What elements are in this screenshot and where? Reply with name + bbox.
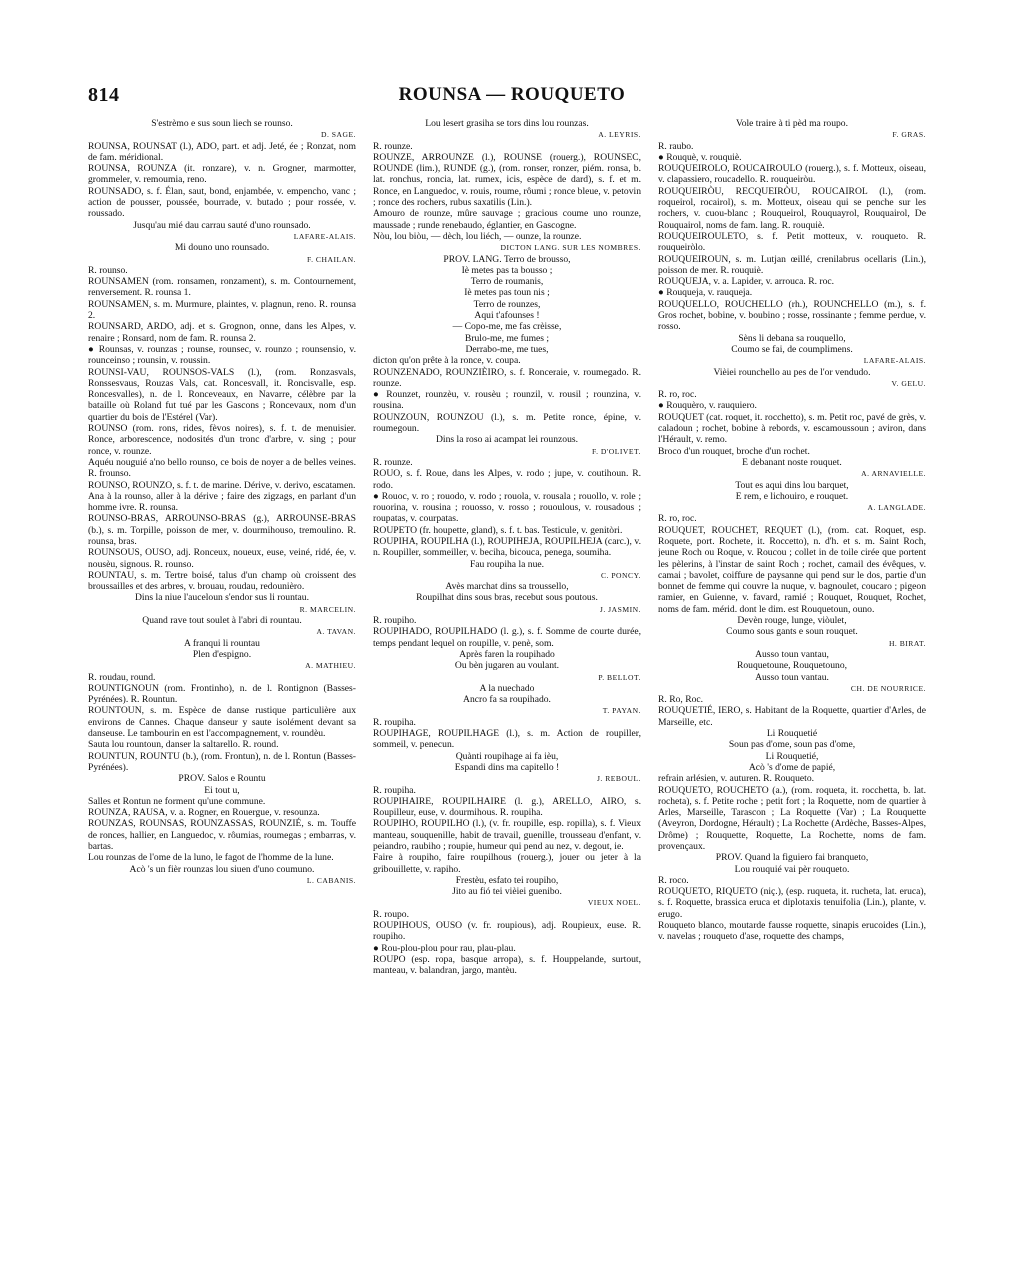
dictionary-entry: ROUNSAMEN, s. m. Murmure, plaintes, v. plagnun, reno. R. rounsa 2. — [88, 298, 356, 322]
dictionary-entry: ROUQUETO, RIQUETO (niç.), (esp. ruqueta, it. rucheta, lat. eruca), s. f. Roquette, brassica eruca et diplotaxis tenuifolia (Lin.), plante, v. erugo. — [658, 886, 926, 920]
dictionary-entry: Amouro de rounze, mûre sauvage ; gracious coume uno rounze, maussade ; runde renebaudo, églantier, en Gascogne. — [373, 208, 641, 231]
dictionary-entry: Nòu, lou biòu, — dèch, lou liéch, — ounze, la rounze. — [373, 230, 582, 242]
citation-author: T. PAYAN. — [602, 706, 641, 716]
dictionary-entry: Ana à la rounso, aller à la dérive ; faire des zigzags, en parlant d'un homme ivre. R. rounsa. — [88, 490, 356, 514]
verse-line: Après faren la roupihado — [459, 648, 555, 660]
verse-line: Coumo se fai, de coumplimens. — [731, 343, 853, 355]
dictionary-entry: ● Rouquèro, v. rauquiero. — [658, 400, 757, 412]
citation-author: L. CABANIS. — [306, 875, 356, 885]
citation-author: D. SAGE. — [320, 130, 356, 140]
dictionary-entry: ROUPIHA, ROUPILHA (l.), ROUPIHEJA, ROUPILHEJA (carc.), v. n. Roupiller, sommeiller, v. beciha, bicouca, penega, soumiha. — [373, 535, 641, 559]
verse-line: Quand rave tout soulet à l'abri di rountau. — [142, 615, 302, 627]
dictionary-entry: ROUQUETIÉ, IERO, s. Habitant de la Roquette, quartier d'Arles, de Marseille, etc. — [658, 705, 926, 728]
dictionary-entry: ROUQUETO, ROUCHETO (a.), (rom. roqueta, it. rocchetta, b. lat. rocheta), s. f. Petite roche ; petit fort ; la Roquette, nom de quartier à Arles, Marseille, Tarascon ; La Roquette (Var) ; La Rouquette (Aveyron, Dordogne, Hérault) ; La Rochette (Ardèche, Basses-Alpes, Drôme) ; Rouquette, Roquette, La Rochette, noms de fam. provençaux. — [658, 784, 926, 852]
dictionary-entry: ROUPIHAIRE, ROUPILHAIRE (l. g.), ARELLO, AIRO, s. Roupilleur, euse, v. dourmihous. R. roupiha. — [373, 795, 641, 819]
dictionary-entry: R. ro, roc. — [658, 513, 697, 525]
dictionary-entry: R. roupiho. — [373, 615, 417, 627]
dictionary-entry: ROUO, s. f. Roue, dans les Alpes, v. rodo ; jupe, v. coutihoun. R. rodo. — [373, 468, 641, 491]
citation-author: A. TAVAN. — [316, 627, 356, 637]
dictionary-entry: ROUNZA, RAUSA, v. a. Rogner, en Rouergue, v. resounza. — [88, 807, 320, 819]
verse-line: Dins la niue l'auceloun s'endor sus li rountau. — [135, 592, 309, 604]
column-right — [658, 118, 926, 1268]
citation-author: DICTON LANG. SUR LES NOMBRES. — [500, 243, 641, 253]
verse-line: Jito au fió tei vièiei guenibo. — [452, 886, 562, 898]
dictionary-entry: refrain arlésien, v. auturen. R. Rouqueto. — [658, 773, 815, 785]
dictionary-columns — [88, 118, 926, 1268]
dictionary-entry: Rouqueto blanco, moutarde fausse roquette, sinapis erucoides (Lin.), v. navelas ; rouqueto d'ase, roquette des champs, — [658, 920, 926, 943]
verse-line: Coumo sous gants e soun rouquet. — [726, 626, 858, 638]
dictionary-entry: R. roupo. — [373, 908, 409, 920]
dictionary-entry: R. roupiha. — [373, 784, 416, 796]
verse-line: Devèn rouge, lunge, viòulet, — [737, 615, 847, 627]
dictionary-entry: ROUQUEIRÒU, RECQUEIRÒU, ROUCAIROL (l.), (rom. roqueirol, rocairol), s. m. Motteux, oiseau qui se penche sur les rochers, v. cuou-blanc ; Rouqueirol, Rouquayrol, Rouquairol, De Rouquairol, noms de fam. lang. R. rouquiè. — [658, 185, 926, 231]
verse-line: Terro de roumanis, — [470, 276, 544, 288]
dictionary-entry: ROUPO (esp. ropa, basque arropa), s. f. Houppelande, surtout, manteau, v. balandran, jargo, mantèu. — [373, 953, 641, 977]
citation-author: R. MARCELIN. — [299, 604, 356, 614]
dictionary-entry: ● Rounsas, v. rounzas ; rounse, rounsec, v. rounzo ; rounsensio, v. rounceinso ; rounsin, v. roussin. — [88, 343, 356, 367]
dictionary-entry: R. roco. — [658, 874, 689, 886]
dictionary-entry: Broco d'un rouquet, broche d'un rochet. — [658, 445, 810, 457]
dictionary-entry: ROUNSO, ROUNZO, s. f. t. de marine. Dérive, v. derivo, escatamen. — [88, 479, 356, 491]
citation-author: V. GELU. — [891, 378, 926, 388]
verse-line: — Copo-me, me fas crèisse, — [452, 321, 562, 333]
verse-line: Roupilhat dins sous bras, recebut sous poutous. — [416, 592, 598, 604]
dictionary-entry: ROUNSARD, ARDO, adj. et s. Grognon, onne, dans les Alpes, v. renaire ; Ronsard, nom de fam. R. rounsa 2. — [88, 321, 356, 344]
verse-line: Acò 's d'ome de papié, — [748, 761, 836, 773]
verse-line: Lou lesert grasiha se tors dins lou rounzas. — [425, 118, 589, 129]
dictionary-entry: ROUNZOUN, ROUNZOU (l.), s. m. Petite ronce, épine, v. roumegoun. — [373, 411, 641, 435]
page-number: 814 — [88, 84, 120, 106]
dictionary-entry: ROUNZENADO, ROUNZIÈIRO, s. f. Ronceraie, v. roumegado. R. rounze. — [373, 366, 641, 389]
verse-line: Ausso toun vantau. — [755, 671, 829, 683]
dictionary-entry: R. raubo. — [658, 140, 694, 152]
dictionary-entry: ROUNSI-VAU, ROUNSOS-VALS (l.), (rom. Ronzasvals, Ronssesvaus, Rouzas Vals, cat. Roncesvall, it. Roncisvalle, esp. Roncesvalles), n. de l. Ronceveaux, en Navarre, célèbre par la bataille où Roland fut tué par les Gascons ; Roncevaux, nom d'un quartier du bois de l'Estérel (Var). — [88, 366, 356, 423]
citation-author: F. CHAILAN. — [307, 254, 356, 264]
citation-author: A. ARNAVIELLE. — [861, 469, 926, 479]
citation-author: CH. DE NOURRICE. — [850, 683, 926, 693]
citation-author: F. D'OLIVET. — [591, 446, 641, 456]
verse-line: E debanant noste rouquet. — [742, 456, 842, 468]
verse-line: Li Rouquetié, — [765, 750, 819, 762]
verse-line: PROV. LANG. Terro de brousso, — [443, 253, 571, 265]
citation-author: P. BELLOT. — [598, 672, 641, 682]
verse-line: Iè metes pas ta bousso ; — [461, 264, 553, 276]
dictionary-entry: ROUQUEIROULETO, s. f. Petit motteux, v. rouqueto. R. rouqueiròlo. — [658, 230, 926, 254]
verse-line: Rouquetoune, Rouquetouno, — [736, 660, 848, 672]
citation-author: H. BIRAT. — [888, 638, 926, 648]
verse-line: Espandi dins ma capitello ! — [454, 761, 560, 773]
citation-author: C. PONCY. — [600, 570, 641, 580]
dictionary-entry: ROUPETO (fr. houpette, gland), s. f. t. bas. Testicule, v. genitòri. — [373, 524, 623, 536]
verse-line: A franqui li rountau — [184, 637, 260, 649]
verse-line: Iè metes pas toun nis ; — [464, 287, 550, 299]
verse-line: Terro de rounzes, — [473, 298, 541, 310]
dictionary-entry: ROUPIHAGE, ROUPILHAGE (l.), s. m. Action de roupiller, sommeil, v. penecun. — [373, 728, 641, 751]
verse-line: Mi douno uno rounsado. — [174, 242, 270, 254]
column-left — [88, 118, 356, 1268]
dictionary-entry: ● Rouqueja, v. rauqueja. — [658, 287, 753, 299]
citation-author: F. GRAS. — [892, 130, 926, 140]
dictionary-entry: Aquéu nouguié a'no bello rounso, ce bois de noyer a de belles veines. R. frounso. — [88, 456, 356, 480]
dictionary-entry: R. rounze. — [373, 140, 413, 152]
dictionary-entry: ROUNSO (rom. rons, rides, fèvos noires), s. f. t. de menuisier. Ronce, arborescence, nodosités d'un tronc d'arbre, v. sing ; pour ronce, v. rounze. — [88, 423, 356, 457]
verse-line: Plen d'espigno. — [192, 648, 252, 660]
dictionary-entry: ROUQUEIROUN, s. m. Lutjan œillé, crenilabrus ocellaris (Lin.), poisson de mer. R. rouquiè. — [658, 253, 926, 276]
dictionary-entry: ROUNTIGNOUN (rom. Frontinho), n. de l. Rontignon (Basses-Pyrénées). R. Rountun. — [88, 682, 356, 706]
verse-line: Vièiei rounchello au pes de l'or vendudo. — [713, 366, 871, 378]
verse-line: Quànti roupihage ai fa ièu, — [455, 750, 559, 762]
verse-line: S'estrèmo e sus soun liech se rounso. — [151, 118, 293, 129]
dictionary-entry: ROUNSO-BRAS, ARROUNSO-BRAS (g.), ARROUNSE-BRAS (b.), s. m. Torpille, poisson de mer, v. dourmihouso, tremoulino. R. rounsa, bras. — [88, 513, 356, 547]
dictionary-entry: ROUNTAU, s. m. Tertre boisé, talus d'un champ où croissent des broussailles et des arbres, v. brouau, roudau, redounièro. — [88, 569, 356, 593]
dictionary-entry: R. Ro, Roc. — [658, 694, 704, 706]
verse-line: Brulo-me, me fumes ; — [464, 332, 550, 344]
dictionary-entry: Lou rounzas de l'ome de la luno, le fagot de l'homme de la lune. — [88, 852, 334, 864]
verse-line: Fau roupiha la nue. — [469, 558, 545, 570]
dictionary-entry: ● Rou-plou-plou pour rau, plau-plau. — [373, 942, 516, 954]
dictionary-entry: R. rounso. — [88, 264, 128, 276]
dictionary-entry: ROUNTUN, ROUNTU (b.), (rom. Frontun), n. de l. Rontun (Basses-Pyrénées). — [88, 750, 356, 773]
dictionary-entry: Faire à roupiho, faire roupilhous (rouerg.), jouer ou jeter à la gribouillette, v. rapiho. — [373, 852, 641, 875]
verse-line: PROV. Salos e Rountu — [178, 773, 266, 785]
citation-author: A. LEYRIS. — [598, 130, 641, 140]
dictionary-entry: ROUNZE, ARROUNZE (l.), ROUNSE (rouerg.), ROUNSEC, ROUNDE (lim.), RUNDE (g.), (rom. ronser, ronzer, piém. ronsa, b. lat. ronchus, roncia, lat. rumex, icis, espèce de dard), s. f. et m. Ronce, en Languedoc, v. rouis, roume, rôumi ; ronce bleue, v. petovin ; ronce des rochers, rubus saxatilis (Lin.). — [373, 151, 641, 209]
dictionary-entry: ROUQUET (cat. roquet, it. rocchetto), s. m. Petit roc, pavé de grès, v. caladoun ; rochet, bobine à rebords, v. escamoussoun ; aviron, dans l'Hérault, v. remo. — [658, 411, 926, 446]
dictionary-entry: ROUNSADO, s. f. Élan, saut, bond, enjambée, v. empencho, vanc ; action de pousser, poussée, bourrade, v. butado ; pour rossée, v. roussado. — [88, 185, 356, 220]
dictionary-entry: R. rounze. — [373, 456, 413, 468]
dictionary-entry: ● Rouoc, v. ro ; rouodo, v. rodo ; rouola, v. rousala ; rouollo, v. role ; rouorina, v. rousina ; rouosso, v. rosso ; rououlous, v. rousadous ; roupatas, v. courpatas. — [373, 490, 641, 525]
verse-line: Ei tout u, — [204, 784, 240, 796]
dictionary-entry: ROUQUEIROLO, ROUCAIROULO (rouerg.), s. f. Motteux, oiseau, v. clapassiero, roucadello. R. rouqueiròu. — [658, 163, 926, 186]
verse-line: Soun pas d'ome, soun pas d'ome, — [728, 739, 856, 751]
dictionary-entry: ROUNZAS, ROUNSAS, ROUNZASSAS, ROUNZIÉ, s. m. Touffe de ronces, hallier, en Languedoc, v. rôumias, roumegas ; embarras, v. bartas. — [88, 818, 356, 852]
verse-line: Ou bèn jugaren au voulant. — [454, 660, 560, 672]
verse-line: PROV. Quand la figuiero fai branqueto, — [715, 852, 869, 864]
dictionary-entry: ● Rounzet, rounzèu, v. rousèu ; rounzil, v. rousil ; rounzina, v. rousina. — [373, 389, 641, 412]
verse-line: Li Rouquetié — [766, 728, 818, 740]
dictionary-entry: ROUNSOUS, OUSO, adj. Ronceux, noueux, euse, veiné, ridé, ée, v. nousèu, signous. R. rounso. — [88, 547, 356, 570]
running-head: ROUNSA — ROUQUETO — [398, 84, 626, 105]
dictionary-entry: R. roudau, round. — [88, 671, 156, 683]
dictionary-entry: ROUPIHADO, ROUPILHADO (l. g.), s. f. Somme de courte durée, temps pendant lequel on roupille, v. penè, som. — [373, 626, 641, 649]
verse-line: Aqui t'afounses ! — [474, 310, 540, 322]
dictionary-entry: ROUNSAMEN (rom. ronsamen, ronzament), s. m. Contournement, renversement. R. rounsa 1. — [88, 276, 356, 299]
verse-line: Ausso toun vantau, — [755, 648, 829, 660]
verse-line: Sèns li debana sa rouquello, — [738, 332, 846, 344]
verse-line: Acò 's un fièr rounzas lou siuen d'uno coumuno. — [129, 863, 315, 875]
verse-line: A la nuechado — [479, 682, 535, 694]
dictionary-entry: ROUQUET, ROUCHET, REQUET (l.), (rom. cat. Roquet, esp. Roquete, port. Rochete, it. Roccetto), n. d'h. et s. m. Saint Roch, jeune Roch ou Roque, v. Roucou ; collet in de toile cirée que portent les pèlerins, à l'instar de saint Roch ; rochet, camail des évêques, v. camai ; bavolet, coiffure de paysanne qui pend sur le dos, partie d'un bonnet de femme qui couvre la nuque, v. bagnoulet, coucaro ; pigeon ramier, en Guienne, v. favard, ramié ; Rouquet, Rouquet, Rochet, noms de fam. mérid. dont le dim. est Rouquetoun, ouno. — [658, 524, 926, 615]
verse-line: Lou rouquié vai pèr rouqueto. — [734, 863, 850, 875]
dictionary-entry: ● Rouquè, v. rouquiè. — [658, 151, 742, 163]
dictionary-entry: Salles et Rontun ne forment qu'une commune. — [88, 795, 266, 807]
citation-author: A. MATHIEU. — [305, 661, 356, 671]
dictionary-entry: ROUNSA, ROUNZA (it. ronzare), v. n. Grogner, marmotter, grommeler, v. remoumia, reno. — [88, 163, 356, 186]
citation-author: J. JASMIN. — [599, 604, 641, 614]
verse-line: Frestèu, esfato tei roupiho, — [455, 874, 559, 886]
verse-line: E rem, e lichouiro, e rouquet. — [735, 490, 849, 502]
citation-author: VIEUX NOEL. — [587, 898, 641, 908]
citation-author: J. REBOUL. — [596, 774, 641, 784]
dictionary-entry: Sauta lou rountoun, danser la saltarello. R. round. — [88, 739, 279, 751]
dictionary-entry: ROUQUEJA, v. a. Lapider, v. arrouca. R. roc. — [658, 276, 835, 288]
verse-line: Avès marchat dins sa troussello, — [445, 581, 569, 593]
verse-line: Vole traire à ti pèd ma roupo. — [736, 118, 848, 129]
citation-author: LAFARE-ALAIS. — [863, 356, 926, 366]
dictionary-entry: ROUNTOUN, s. m. Espèce de danse rustique particulière aux environs de Cannes. Chaque danseur y saute isolément devant sa danseuse. Le tambourin en est l'accompagnement, v. roundèu. — [88, 705, 356, 740]
dictionary-entry: ROUQUELLO, ROUCHELLO (rh.), ROUNCHELLO (m.), s. f. Gros rochet, bobine, v. boubino ; rosse, rossinante ; femme perdue, v. rosso. — [658, 298, 926, 333]
verse-line: Jusqu'au mié dau carrau sauté d'uno rounsado. — [133, 219, 311, 231]
citation-author: LAFARE-ALAIS. — [293, 231, 356, 241]
dictionary-entry: dicton qu'on prête à la ronce, v. coupa. — [373, 355, 521, 367]
column-middle — [373, 118, 641, 1268]
dictionary-entry: ROUNSA, ROUNSAT (l.), ADO, part. et adj. Jeté, ée ; Ronzat, nom de fam. méridional. — [88, 140, 356, 163]
verse-line: Dins la roso ai acampat lei rounzous. — [436, 434, 578, 446]
verse-line: Derrabo-me, me tues, — [465, 343, 549, 355]
dictionary-entry: ROUPIHOUS, OUSO (v. fr. roupious), adj. Roupieux, euse. R. roupiho. — [373, 920, 641, 943]
dictionary-entry: R. ro, roc. — [658, 389, 697, 401]
dictionary-entry: ROUPIHO, ROUPILHO (l.), (v. fr. roupille, esp. ropilla), s. f. Vieux manteau, souquenille, habit de travail, guenille, trousseau d'enfant, v. peiandro, raubiho ; roupie, humeur qui pend au nez, v. degout, ie. — [373, 818, 641, 852]
dictionary-entry: R. roupiha. — [373, 716, 416, 728]
verse-line: Ancro fa sa roupihado. — [463, 694, 551, 706]
citation-author: A. LANGLADE. — [867, 503, 926, 513]
verse-line: Tout es aqui dins lou barquet, — [735, 479, 849, 491]
